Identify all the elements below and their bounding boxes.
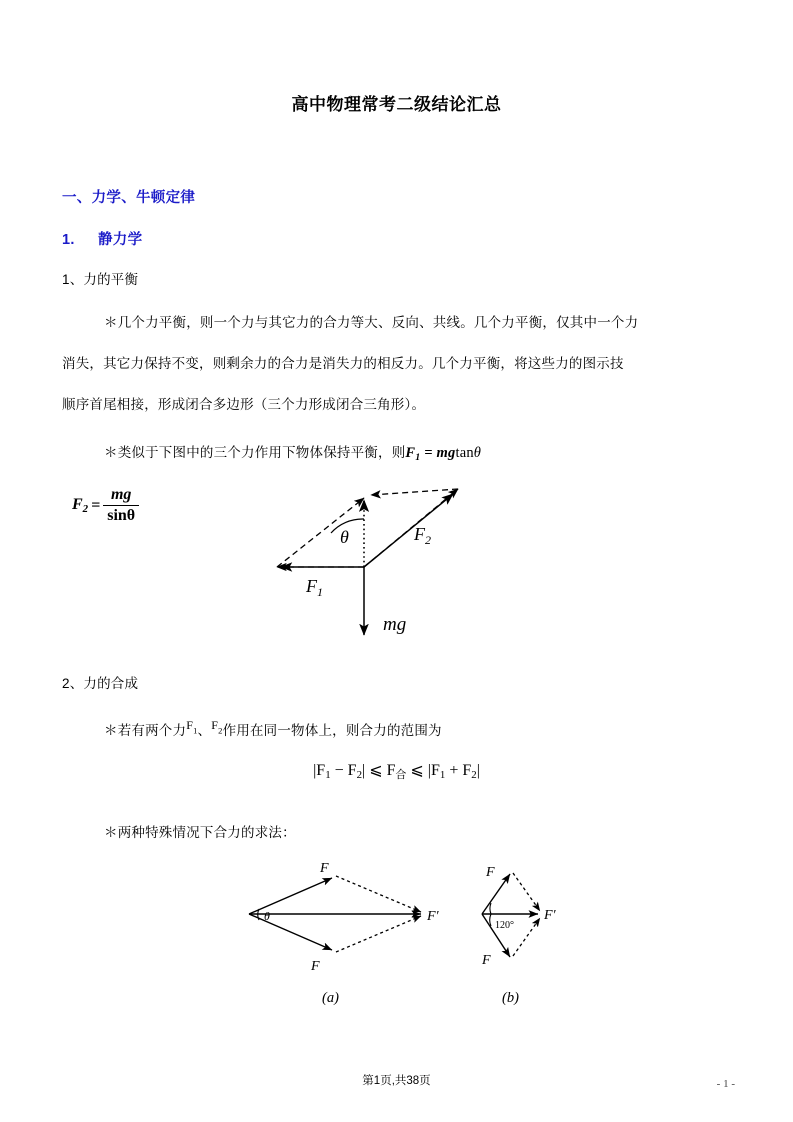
paragraph-2: [104, 441, 481, 463]
label-f1: $F_1$: [306, 576, 323, 599]
item-title-force-composition: 2、力的合成: [62, 676, 139, 691]
ineq-close2: |: [476, 762, 480, 779]
section-heading-1: 一、力学、牛顿定律: [62, 190, 196, 206]
label-resultant-a: F′: [427, 909, 439, 924]
formula-inequality: $|F_1 - F_2|$ ⩽ $F_合$ ⩽ $|F_1 + F_2|$: [313, 762, 480, 782]
paragraph-1-line-1: ＊几个力平衡，则一个力与其它力的合力等大、反向、共线。几个力平衡，仅其中一个力: [104, 315, 639, 330]
angle-arc-upper-b: [490, 903, 491, 914]
label-f-lower-a: F: [311, 959, 320, 974]
formula-f2-equals: =: [91, 496, 101, 514]
formula-f2-fraction: [103, 486, 139, 525]
label-f-upper-a: F: [320, 862, 329, 876]
vector-f2: [364, 494, 453, 567]
footer-page-info: 第1页,共38页: [362, 1075, 431, 1087]
inline-f2: F2: [211, 718, 223, 736]
figure-b-caption: (b): [502, 990, 519, 1006]
paragraph-1-line-2: 消失，其它力保持不变，则剩余力的合力是消失力的相反力。几个力平衡，将这些力的图示技: [62, 356, 624, 371]
vector-f-lower: [249, 914, 332, 950]
ineq-le2: ⩽: [410, 762, 424, 779]
ineq-close1: |: [362, 762, 366, 779]
inline-formula-f1: $F_1 = mgtan\theta$: [405, 445, 482, 463]
label-angle-120-b: 120°: [495, 920, 514, 931]
ineq-open2: |F: [427, 762, 440, 779]
subsection-number: 1.: [62, 232, 75, 248]
ineq-plus: + F: [449, 762, 472, 779]
figure-a-caption: (a): [322, 990, 339, 1006]
footer-page-number: - 1 -: [716, 1078, 735, 1090]
dashed-side-lower: [336, 916, 421, 952]
ineq-minus: − F: [334, 762, 357, 779]
paragraph-2-text: ＊类似于下图中的三个力作用下物体保持平衡，则: [104, 445, 406, 460]
fraction-denominator: sinθ: [107, 507, 136, 524]
paragraph-3-suffix: 作用在同一物体上，则合力的范围为: [222, 723, 442, 738]
dashed-side-upper-b: [513, 873, 540, 911]
vector-f-upper: [249, 878, 332, 914]
dashed-side-lower-b: [513, 918, 540, 956]
vector-f-upper-b: [482, 874, 510, 914]
paragraph-3: [104, 718, 442, 739]
figure-a-parallelogram-rule: [235, 862, 460, 977]
angle-arc-lower-b: [490, 914, 491, 926]
paragraph-1-line-3: 顺序首尾相接，形成闭合多边形（三个力形成闭合三角形）。: [62, 397, 426, 412]
subsection-heading-statics: [62, 228, 142, 249]
item-title-force-balance: 1、力的平衡: [62, 272, 139, 287]
dashed-side-upper: [336, 876, 421, 912]
paragraph-3-sep: 、: [197, 723, 212, 738]
label-theta-a: θ: [264, 909, 270, 923]
paragraph-4: ＊两种特殊情况下合力的求法：: [104, 825, 296, 840]
formula-f2-block: [72, 486, 139, 525]
label-resultant-b: F′: [544, 908, 556, 923]
dashed-side-upleft: [277, 498, 364, 567]
ineq-fsum: F: [386, 762, 396, 779]
label-f2: $F_2$: [414, 524, 431, 547]
ineq-open1: |F: [313, 762, 326, 779]
paragraph-3-prefix: ＊若有两个力: [104, 723, 187, 738]
inline-f1: F1: [186, 718, 198, 736]
label-theta: θ: [340, 527, 349, 547]
figure-b-parallelogram-120: [462, 862, 587, 977]
dashed-side-top: [371, 489, 458, 495]
ineq-le1: ⩽: [369, 762, 383, 779]
formula-f2-lhs: $F_2$: [72, 495, 89, 516]
fraction-numerator: mg: [103, 486, 139, 506]
subsection-label: 静力学: [98, 232, 143, 248]
label-mg: mg: [383, 614, 407, 635]
page-title: 高中物理常考二级结论汇总: [291, 95, 502, 114]
label-f-lower-b: F: [482, 953, 491, 968]
label-f-upper-b: F: [486, 865, 495, 880]
equilibrium-force-diagram: [255, 470, 490, 660]
